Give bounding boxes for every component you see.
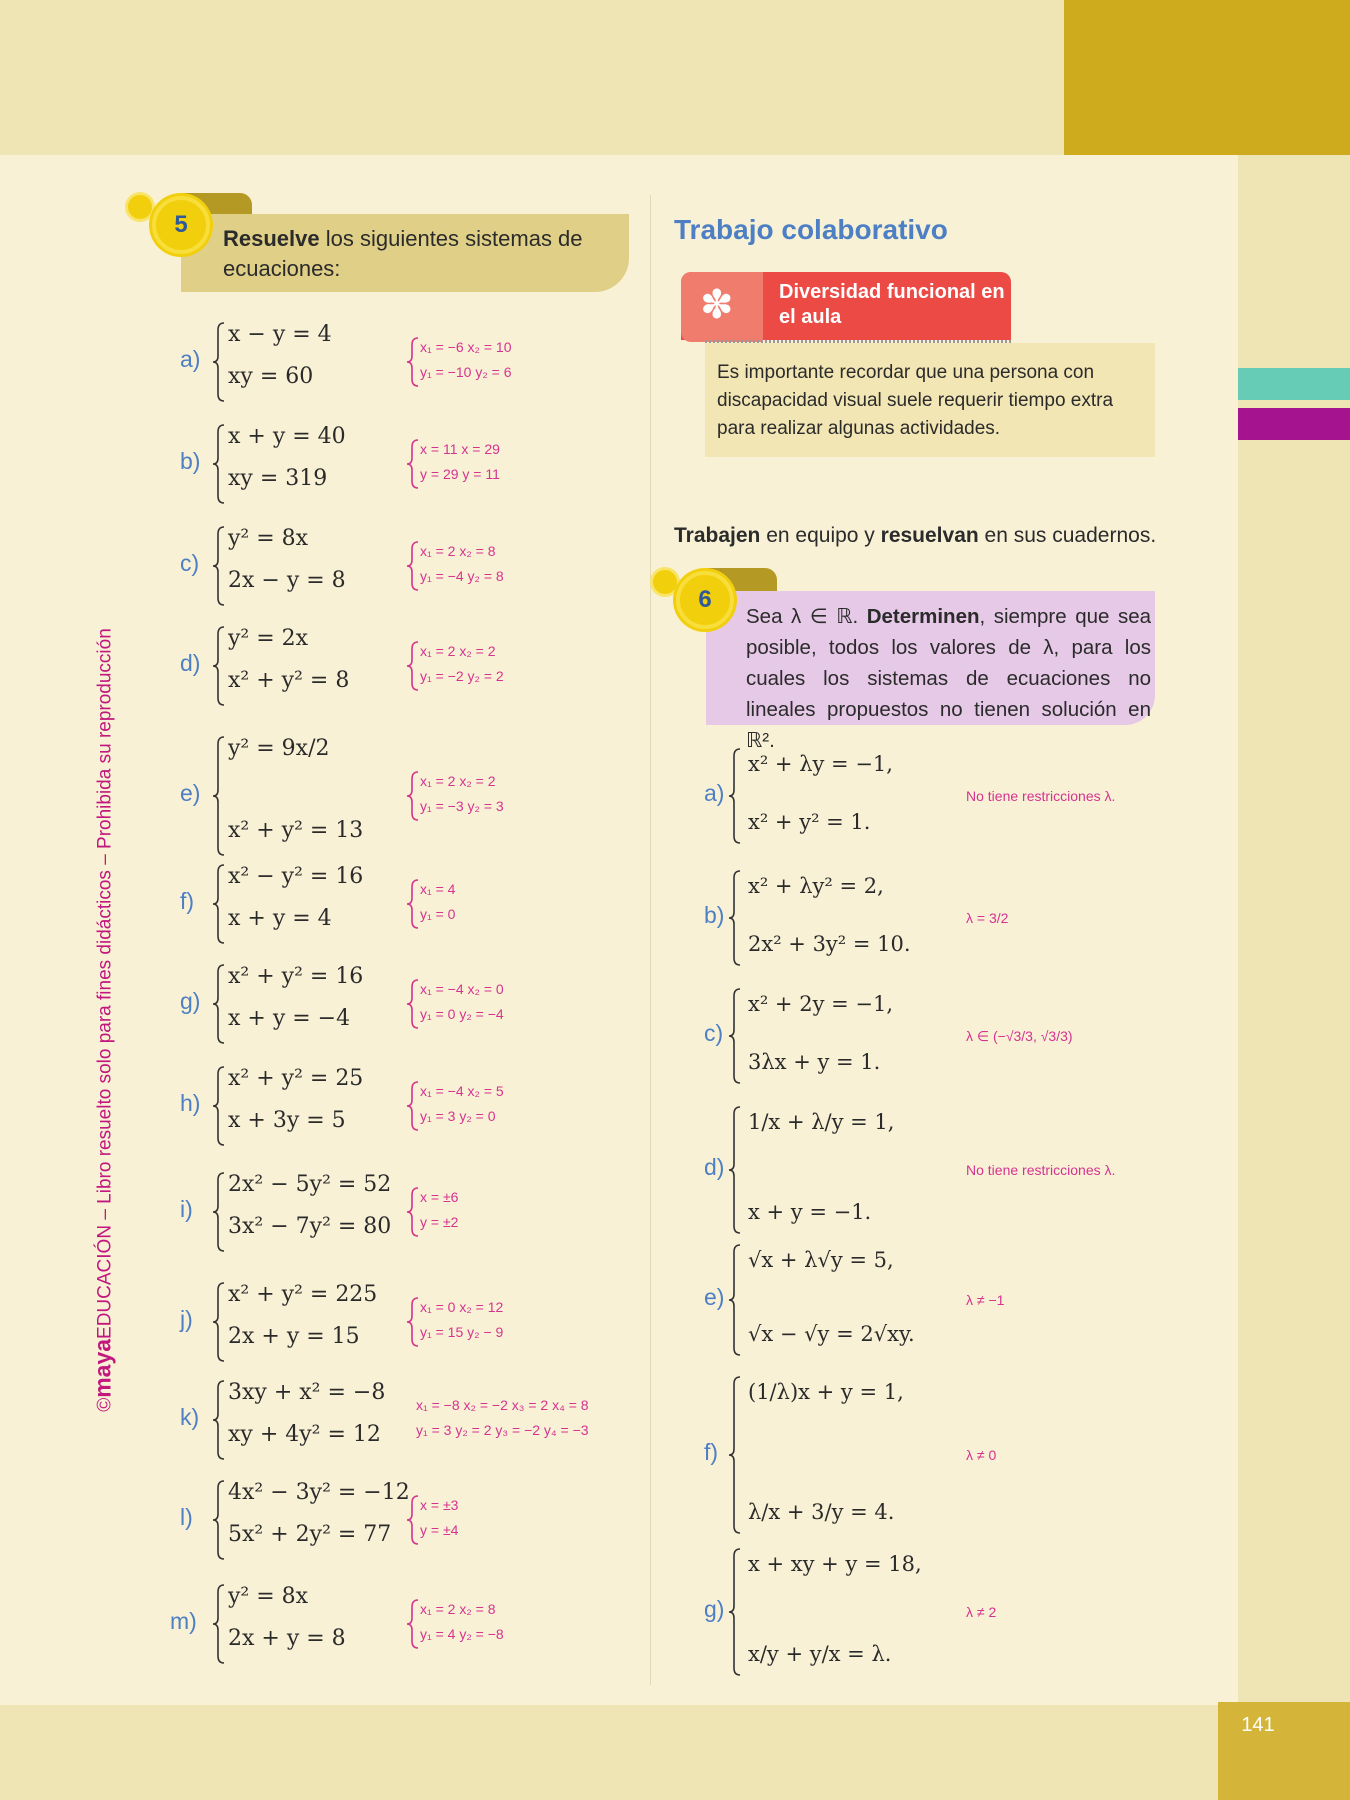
item-label: b) <box>704 902 725 928</box>
equation-2: x + y = 4 <box>228 906 332 931</box>
item-label: k) <box>180 1404 200 1430</box>
answer-line-2: y₁ = −10 y₂ = 6 <box>420 364 512 380</box>
brace-icon <box>728 1376 742 1534</box>
brace-icon <box>212 1584 226 1664</box>
answer-line-1: x = 11 x = 29 <box>420 441 500 457</box>
equation-2: 3x² − 7y² = 80 <box>228 1214 392 1239</box>
brace-icon <box>406 337 420 387</box>
brace-icon <box>728 748 742 844</box>
answer-line-2: y₁ = 3 y₂ = 2 y₃ = −2 y₄ = −3 <box>416 1422 589 1438</box>
equation-2: x + y = −1. <box>748 1200 872 1224</box>
answer-line-2: y₁ = 4 y₂ = −8 <box>420 1626 504 1642</box>
equation-2: x + y = −4 <box>228 1006 351 1031</box>
item-label: m) <box>170 1608 197 1634</box>
equation-1: x² − y² = 16 <box>228 864 364 889</box>
answer-line-1: x₁ = 2 x₂ = 2 <box>420 643 496 659</box>
answer-line-2: y₁ = −2 y₂ = 2 <box>420 668 504 684</box>
equation-2: x/y + y/x = λ. <box>748 1642 892 1666</box>
brace-icon <box>728 1548 742 1676</box>
page-number: 141 <box>1241 1714 1275 1736</box>
equation-2: 2x + y = 8 <box>228 1626 346 1651</box>
equation-2: 5x² + 2y² = 77 <box>228 1522 392 1547</box>
answer-line-1: x₁ = −6 x₂ = 10 <box>420 339 512 355</box>
equation-2: 2x² + 3y² = 10. <box>748 932 911 956</box>
answer-line-1: x₁ = 2 x₂ = 8 <box>420 543 496 559</box>
answer-line-1: x₁ = 2 x₂ = 8 <box>420 1601 496 1617</box>
item-label: f) <box>180 888 195 914</box>
item-label: e) <box>704 1284 725 1310</box>
answer-line-2: y = ±2 <box>420 1214 459 1230</box>
equation-1: y² = 8x <box>228 1584 309 1609</box>
answer-line-1: x₁ = 0 x₂ = 12 <box>420 1299 504 1315</box>
answer: No tiene restricciones λ. <box>966 1162 1116 1178</box>
callout-title: Diversidad funcional en el aula <box>779 281 1005 328</box>
answer-line-1: x₁ = −8 x₂ = −2 x₃ = 2 x₄ = 8 <box>416 1397 589 1413</box>
item-label: b) <box>180 448 201 474</box>
brand-logo-text: maya <box>89 1338 116 1398</box>
flower-icon: ✽ <box>700 283 734 327</box>
brace-icon <box>406 439 420 489</box>
item-label: h) <box>180 1090 201 1116</box>
equation-1: y² = 9x/2 <box>228 736 330 761</box>
equation-2: λ/x + 3/y = 4. <box>748 1500 895 1524</box>
item-label: i) <box>180 1196 193 1222</box>
equation-2: xy + 4y² = 12 <box>228 1422 381 1447</box>
brace-icon <box>406 641 420 691</box>
brace-icon <box>728 870 742 966</box>
equation-1: x² + y² = 25 <box>228 1066 364 1091</box>
equation-2: √x − √y = 2√xy. <box>748 1322 915 1346</box>
brace-icon <box>406 541 420 591</box>
answer-line-1: x₁ = −4 x₂ = 5 <box>420 1083 504 1099</box>
answer-line-1: x₁ = −4 x₂ = 0 <box>420 981 504 997</box>
ex6-text-bold: Determinen <box>866 605 980 628</box>
instruction-text: los siguientes sistemas de ecuaciones: <box>223 226 583 281</box>
answer: No tiene restricciones λ. <box>966 788 1116 804</box>
equation-2: x² + y² = 1. <box>748 810 871 834</box>
item-label: j) <box>180 1306 193 1332</box>
brace-icon <box>212 1172 226 1252</box>
brace-icon <box>212 1380 226 1460</box>
equation-2: xy = 319 <box>228 466 328 491</box>
equation-2: 2x + y = 15 <box>228 1324 360 1349</box>
brace-icon <box>406 1495 420 1545</box>
brace-icon <box>212 322 226 402</box>
team-instruction <box>674 524 1156 548</box>
brace-icon <box>728 988 742 1084</box>
equation-2: x² + y² = 13 <box>228 818 364 843</box>
ex6-text-pre: Sea λ ∈ ℝ. <box>746 605 867 628</box>
item-label: a) <box>180 346 201 372</box>
item-label: d) <box>180 650 201 676</box>
credit-text: EDUCACIÓN – Libro resuelto solo para fines didácticos – Prohibida su reproducción <box>94 628 116 1339</box>
equation-2: x² + y² = 8 <box>228 668 350 693</box>
instruct-bold-1: Trabajen <box>674 524 761 547</box>
brace-icon <box>212 626 226 706</box>
answer-line-1: x = ±6 <box>420 1189 459 1205</box>
answer: λ = 3/2 <box>966 910 1009 926</box>
teal-tab <box>1238 368 1350 400</box>
brace-icon <box>212 864 226 944</box>
instruct-bold-2: resuelvan <box>880 524 979 547</box>
bottom-band <box>0 1736 1350 1800</box>
answer-line-1: x₁ = 2 x₂ = 2 <box>420 773 496 789</box>
exercise5-instruction <box>181 214 629 292</box>
answer-line-2: y₁ = −4 y₂ = 8 <box>420 568 504 584</box>
badge-dot-6 <box>650 567 680 597</box>
brace-icon <box>212 1066 226 1146</box>
top-band <box>0 0 1064 155</box>
equation-1: √x + λ√y = 5, <box>748 1248 894 1272</box>
brace-icon <box>212 1480 226 1560</box>
equation-1: x² + λy = −1, <box>748 752 893 776</box>
brace-icon <box>212 1282 226 1362</box>
answer-line-1: x₁ = 4 <box>420 881 456 897</box>
answer: λ ≠ 0 <box>966 1447 997 1463</box>
brace-icon <box>406 1599 420 1649</box>
equation-1: y² = 2x <box>228 626 309 651</box>
equation-2: 2x − y = 8 <box>228 568 346 593</box>
answer-line-2: y₁ = 0 y₂ = −4 <box>420 1006 504 1022</box>
answer-line-2: y = ±4 <box>420 1522 459 1538</box>
item-label: f) <box>704 1439 719 1465</box>
vertical-credit <box>90 628 117 1412</box>
brace-icon <box>406 879 420 929</box>
equation-1: x² + λy² = 2, <box>748 874 884 898</box>
brace-icon <box>728 1244 742 1356</box>
equation-2: xy = 60 <box>228 364 314 389</box>
answer-line-2: y₁ = 15 y₂ − 9 <box>420 1324 504 1340</box>
equation-1: 2x² − 5y² = 52 <box>228 1172 392 1197</box>
ex6-text-post: , siempre que sea posible, todos los valores de λ, para los cuales los sistemas de ecuaciones no lineales propuestos no tienen solución en ℝ². <box>746 605 1152 752</box>
equation-1: x + xy + y = 18, <box>748 1552 922 1576</box>
column-divider <box>650 195 651 1685</box>
equation-1: 3xy + x² = −8 <box>228 1380 386 1405</box>
equation-1: x + y = 40 <box>228 424 346 449</box>
instruction-bold: Resuelve <box>223 226 320 251</box>
brace-icon <box>212 526 226 606</box>
brace-icon <box>406 979 420 1029</box>
answer: λ ≠ 2 <box>966 1604 997 1620</box>
exercise6-instruction <box>706 591 1155 752</box>
answer-line-2: y = 29 y = 11 <box>420 466 500 482</box>
exercise6-badge: 6 <box>676 571 734 629</box>
answer: λ ∈ (−√3/3, √3/3) <box>966 1028 1073 1044</box>
equation-1: x² + y² = 16 <box>228 964 364 989</box>
item-label: c) <box>704 1020 724 1046</box>
equation-2: 3λx + y = 1. <box>748 1050 881 1074</box>
equation-1: 4x² − 3y² = −12 <box>228 1480 410 1505</box>
item-label: e) <box>180 780 201 806</box>
instruct-mid: en equipo y <box>760 524 881 547</box>
answer-line-2: y₁ = −3 y₂ = 3 <box>420 798 504 814</box>
badge-dot <box>125 192 155 222</box>
brace-icon <box>406 1081 420 1131</box>
equation-1: x − y = 4 <box>228 322 332 347</box>
section-title: Trabajo colaborativo <box>674 214 948 245</box>
brace-icon <box>406 771 420 821</box>
item-label: c) <box>180 550 200 576</box>
brace-icon <box>406 1297 420 1347</box>
answer-line-2: y₁ = 3 y₂ = 0 <box>420 1108 496 1124</box>
magenta-tab <box>1238 408 1350 440</box>
brace-icon <box>406 1187 420 1237</box>
equation-1: y² = 8x <box>228 526 309 551</box>
equation-2: x + 3y = 5 <box>228 1108 346 1133</box>
brace-icon <box>212 964 226 1044</box>
equation-1: x² + y² = 225 <box>228 1282 378 1307</box>
answer-line-1: x = ±3 <box>420 1497 459 1513</box>
item-label: g) <box>180 988 201 1014</box>
equation-1: (1/λ)x + y = 1, <box>748 1380 904 1404</box>
item-label: l) <box>180 1504 193 1530</box>
brace-icon <box>728 1106 742 1234</box>
copyright: © <box>94 1397 116 1412</box>
answer-line-2: y₁ = 0 <box>420 906 456 922</box>
answer: λ ≠ −1 <box>966 1292 1005 1308</box>
instruct-end: en sus cuadernos. <box>978 524 1157 547</box>
item-label: a) <box>704 780 725 806</box>
brace-icon <box>212 424 226 504</box>
exercise5-badge: 5 <box>152 196 210 254</box>
item-label: d) <box>704 1154 725 1180</box>
callout-body: Es importante recordar que una persona con discapacidad visual suele requerir tiempo extra para realizar algunas actividades. <box>705 343 1155 457</box>
item-label: g) <box>704 1596 725 1622</box>
brace-icon <box>212 736 226 856</box>
equation-1: 1/x + λ/y = 1, <box>748 1110 895 1134</box>
equation-1: x² + 2y = −1, <box>748 992 894 1016</box>
